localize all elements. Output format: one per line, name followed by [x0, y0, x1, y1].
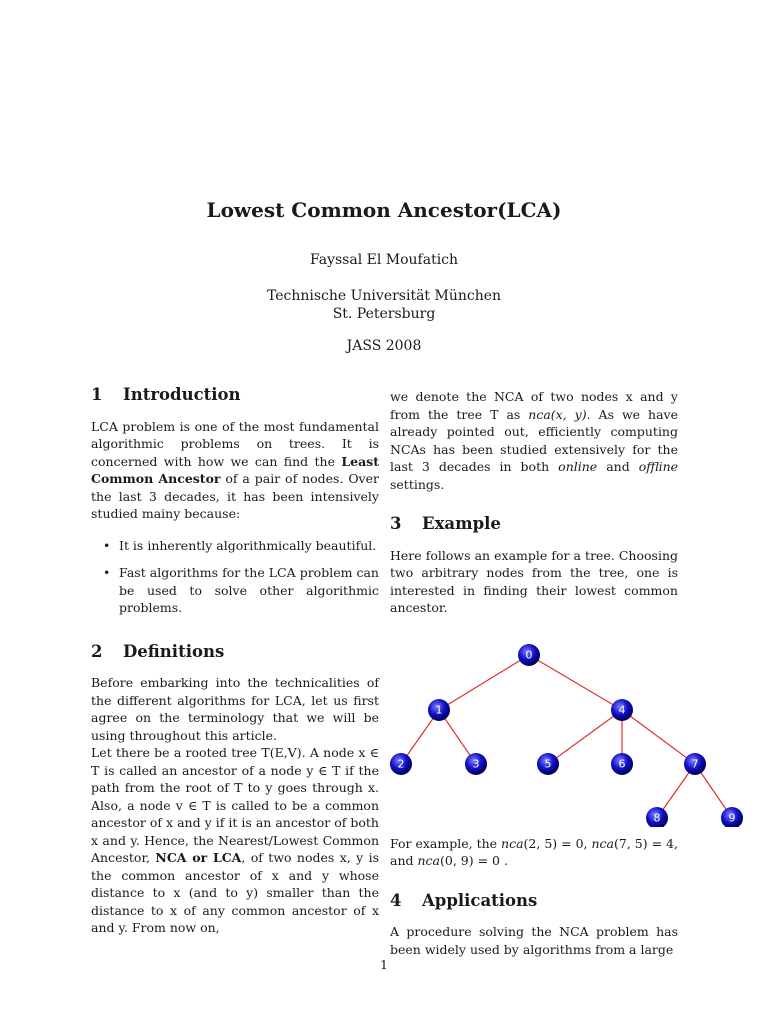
tree-node-label: 0 — [525, 648, 533, 661]
tree-node-label: 8 — [653, 811, 661, 824]
intro-paragraph: LCA problem is one of the most fundamental algorithmic problems on trees. It is concerned with how we can find the Least Common Ancestor of a pair of nodes. Over the last 3 decades, it has been intensively studied mainy because: — [91, 418, 379, 521]
tree-edge-4-7 — [622, 710, 695, 764]
tree-node-5 — [537, 753, 559, 775]
tree-node-4 — [611, 699, 633, 721]
example-result-text: For example, the nca(2, 5) = 0, nca(7, 5) = 4, and nca(0, 9) = 0 . — [390, 835, 678, 868]
bullet-item: • Fast algorithms for the LCA problem can be used to solve other algorithmic problems. — [91, 564, 379, 617]
section-title: Definitions — [123, 641, 225, 661]
section-title: Introduction — [123, 385, 241, 404]
applications-paragraph: A procedure solving the NCA problem has been widely used by algorithms from a large — [390, 924, 678, 957]
tree-edge-4-5 — [548, 710, 622, 764]
tree-node-1 — [428, 699, 450, 721]
affiliation-line-1: Technische Universität München — [266, 288, 502, 304]
section-heading-introduction — [91, 386, 379, 404]
event-name: JASS 2008 — [346, 338, 422, 354]
tree-node-3 — [465, 753, 487, 775]
tree-node-6 — [611, 753, 633, 775]
section-title: Applications — [422, 890, 538, 910]
tree-node-8 — [646, 807, 668, 827]
page-number: 1 — [380, 957, 388, 972]
example-paragraph: Here follows an example for a tree. Choosing two arbitrary nodes from the tree, one is interested in finding their lowest common ancestor. — [390, 547, 678, 615]
tree-node-label: 5 — [544, 757, 552, 770]
section-heading-applications — [390, 892, 678, 910]
definitions-continuation: we denote the NCA of two nodes x and y from the tree T as nca(x, y). As we have already pointed out, efficiently computing NCAs has been studied extensively for the last 3 decades in both online and offline settings. — [390, 389, 679, 492]
section-number: 1 — [91, 385, 103, 404]
left-column — [91, 380, 379, 937]
tree-edge-0-1 — [439, 655, 529, 710]
section-title: Example — [422, 514, 501, 533]
tree-node-label: 4 — [618, 703, 626, 716]
affiliation — [0, 287, 768, 323]
tree-node-label: 2 — [397, 757, 405, 770]
tree-node-0 — [518, 644, 540, 666]
example-tree-diagram — [378, 627, 768, 827]
tree-edge-0-4 — [529, 655, 622, 710]
paper-title: Lowest Common Ancestor(LCA) — [206, 198, 562, 222]
section-number: 4 — [390, 890, 402, 910]
tree-node-label: 1 — [435, 703, 443, 716]
tree-node-9 — [721, 807, 743, 827]
section-heading-definitions — [91, 643, 379, 661]
tree-node-7 — [684, 753, 706, 775]
affiliation-line-2: St. Petersburg — [332, 306, 436, 322]
section-number: 3 — [390, 514, 402, 533]
author-name: Fayssal El Moufatich — [309, 252, 459, 268]
tree-node-label: 3 — [472, 757, 480, 770]
bullet-item: • It is inherently algorithmically beautiful. — [91, 537, 379, 555]
tree-node-label: 9 — [728, 811, 736, 824]
definitions-paragraph-2: Let there be a rooted tree T(E,V). A node x ∈ T is called an ancestor of a node y ∈ T if the path from the root of T to y goes through x. Also, a node v ∈ T is called to be a common ancestor of x and y if it is an ancestor of both x and y. Hence, the Nearest/Lowest Common Ancestor, NCA or LCA, of two nodes x, y is the common ancestor of x and y whose distance to x (and to y) smaller than the distance to x of any common ancestor of x and y. From now on, — [91, 745, 379, 935]
tree-node-2 — [390, 753, 412, 775]
section-heading-example — [390, 515, 678, 533]
section-number: 2 — [91, 641, 103, 661]
definitions-paragraph-1: Before embarking into the technicalities of the different algorithms for LCA, let us first agree on the terminology that we will be using throughout this article. — [91, 675, 379, 743]
right-column — [390, 388, 736, 958]
tree-node-label: 6 — [618, 757, 626, 770]
tree-node-label: 7 — [691, 757, 699, 770]
intro-bullet-list — [91, 537, 379, 617]
